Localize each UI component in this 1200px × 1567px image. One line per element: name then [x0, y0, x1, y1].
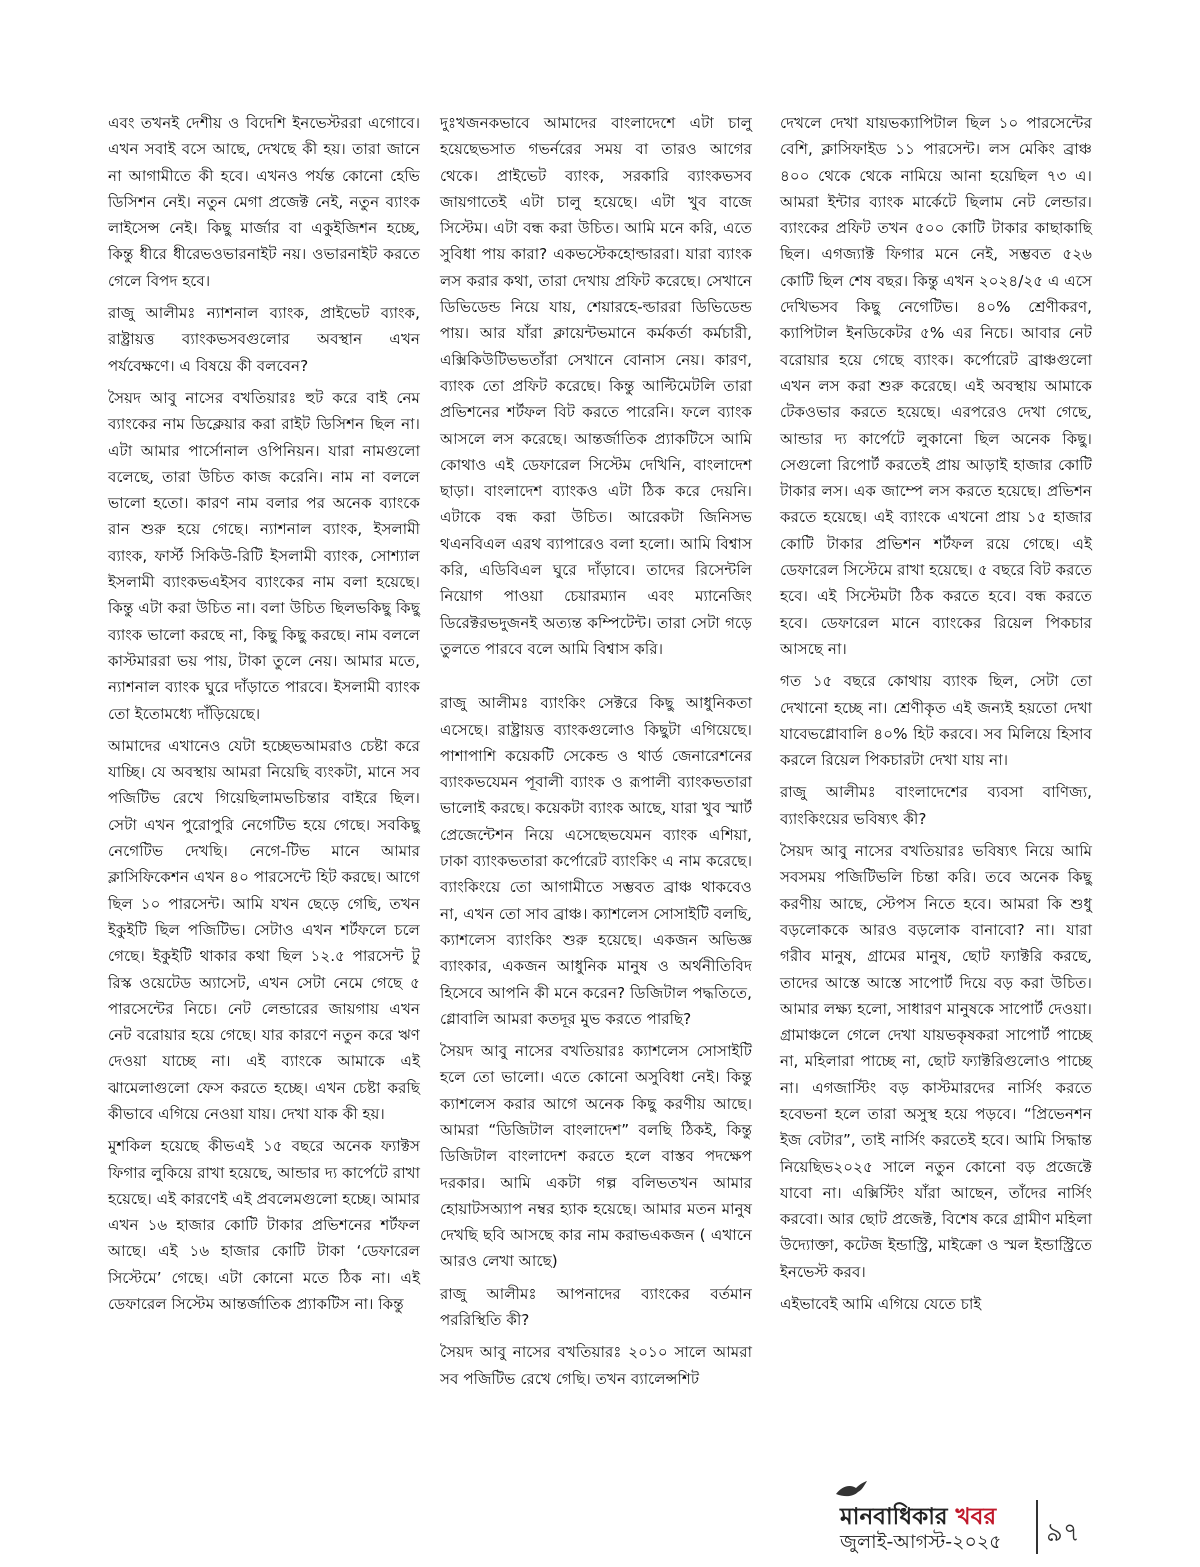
article-column-3 [780, 110, 1092, 1323]
issue-date: জুলাই-আগস্ট-২০২৫ [840, 1531, 1002, 1553]
paragraph: দুঃখজনকভাবে আমাদের বাংলাদেশে এটা চালু হয়েছেভসাত গভর্নরের সময় বা তারও আগের থেকে। প্রাইভেট ব্যাংক, সরকারি ব্যাংকভসব জায়গাতেই এটা চালু হয়েছে। এটা খুব বাজে সিস্টেম। এটা বন্ধ করা উচিত। আমি মনে করি, এতে সুবিধা পায় কারা? একভস্টেকহোল্ডাররা। যারা ব্যাংক লস করার কথা, তারা দেখায় প্রফিট করেছে। সেখানে ডিভিডেন্ড নিয়ে যায়, শেয়ারহে-ল্ডাররা ডিভিডেন্ড পায়। আর যাঁরা ক্লায়েন্টভমানে কর্মকর্তা কর্মচারী, এক্সিকিউটিভভতাঁরা সেখানে বোনাস নেয়। কারণ, ব্যাংক তো প্রফিট করেছে। কিন্তু আল্টিমেটলি তারা প্রভিশনের শর্টফল বিট করতে পারেনি। ফলে ব্যাংক আসলে লস করেছে। আন্তর্জাতিক প্র্যাকটিসে আমি কোথাও এই ডেফারেল সিস্টেম দেখিনি, বাংলাদেশ ছাড়া। বাংলাদেশ ব্যাংকও এটা ঠিক করে দেয়নি। এটাকে বন্ধ করা উচিত। আরেকটা জিনিসভ থএনবিএল এরথ ব্যাপারেও বলা হলো। আমি বিশ্বাস করি, এডিবিএল ঘুরে দাঁড়াবে। তাদের রিসেন্টলি নিয়োগ পাওয়া চেয়ারম্যান এবং ম্যানেজিং ডিরেক্টরভদুজনই অত্যন্ত কম্পিটেন্ট। তারা সেটা গড়ে তুলতে পারবে বলে আমি বিশ্বাস করি। [440, 114, 752, 658]
paragraph: গত ১৫ বছরে কোথায় ব্যাংক ছিল, সেটা তো দেখানো হচ্ছে না। শ্রেণীকৃত এই জন্যই হয়তো দেখা যাবেভগ্লোবালি ৪০% হিট করবে। সব মিলিয়ে হিসাব করলে রিয়েল পিকচারটা দেখা যায় না। [780, 672, 1092, 770]
footer-divider [1036, 1500, 1038, 1554]
paragraph: এবং তখনই দেশীয় ও বিদেশি ইনভেস্টররা এগোবে। এখন সবাই বসে আছে, দেখছে কী হয়। তারা জানে না আগামীতে কী হবে। এখনও পর্যন্ত কোনো হেভি ডিসিশন নেই। নতুন মেগা প্রজেক্ট নেই, নতুন ব্যাংক লাইসেন্স নেই। কিছু মার্জার বা একুইজিশন হচ্ছে, কিন্তু ধীরে ধীরেভওভারনাইট নয়। ওভারনাইট করতে গেলে বিপদ হবে। [108, 114, 420, 290]
paragraph: দেখলে দেখা যায়ভক্যাপিটাল ছিল ১০ পারসেন্টের বেশি, ক্লাসিফাইড ১১ পারসেন্ট। লস মেকিং ব্রাঞ্চ ৪০০ থেকে থেকে নামিয়ে আনা হয়েছিল ৭৩ এ। আমরা ইন্টার ব্যাংক মার্কেটে ছিলাম নেট লেন্ডার। ব্যাংকের প্রফিট তখন ৫০০ কোটি টাকার কাছাকাছি ছিল। এগজ্যাক্ট ফিগার মনে নেই, সম্ভবত ৫২৬ কোটি ছিল শেষ বছর। কিন্তু এখন ২০২৪/২৫ এ এসে দেখিভসব কিছু নেগেটিভ। ৪০% শ্রেণীকরণ, ক্যাপিটাল ইনডিকেটর ৫% এর নিচে। আবার নেট বরোয়ার হয়ে গেছে ব্যাংক। কর্পোরেট ব্রাঞ্চগুলো এখন লস করা শুরু করেছে। এই অবস্থায় আমাকে টেকওভার করতে হয়েছে। এরপরেও দেখা গেছে, আন্ডার দ্য কার্পেটে লুকানো ছিল অনেক কিছু। সেগুলো রিপোর্ট করতেই প্রায় আড়াই হাজার কোটি টাকার লস। এক জাম্পে লস করতে হয়েছে। প্রভিশন করতে হয়েছে। এই ব্যাংকে এখনো প্রায় ১৫ হাজার কোটি টাকার প্রভিশন শর্টফল রয়ে গেছে। এই ডেফারেল সিস্টেমে রাখা হয়েছে। ৫ বছরে বিট করতে হবে। এই সিস্টেমটা ঠিক করতে হবে। বন্ধ করতে হবে। ডেফারেল মানে ব্যাংকের রিয়েল পিকচার আসছে না। [780, 114, 1092, 658]
page-footer [840, 1498, 1140, 1558]
paragraph: সৈয়দ আবু নাসের বখতিয়ারঃ হুট করে বাই নেম ব্যাংকের নাম ডিক্লেয়ার করা রাইট ডিসিশন ছিল না। এটা আমার পার্সোনাল ওপিনিয়ন। যারা নামগুলো বলেছে, তারা উচিত কাজ করেনি। নাম না বললে ভালো হতো। কারণ নাম বলার পর অনেক ব্যাংকে রান শুরু হয়ে গেছে। ন্যাশনাল ব্যাংক, ইসলামী ব্যাংক, ফার্স্ট সিকিউ-রিটি ইসলামী ব্যাংক, সোশ্যাল ইসলামী ব্যাংকভএইসব ব্যাংকের নাম বলা হয়েছে। কিন্তু এটা করা উচিত না। বলা উচিত ছিলভকিছু কিছু ব্যাংক ভালো করছে না, কিছু কিছু করছে। নাম বললে কাস্টমাররা ভয় পায়, টাকা তুলে নেয়। আমার মতে, ন্যাশনাল ব্যাংক ঘুরে দাঁড়াতে পারবে। ইসলামী ব্যাংক তো ইতোমধ্যে দাঁড়িয়েছে। [108, 388, 420, 723]
paragraph: রাজু আলীমঃ বাংলাদেশের ব্যবসা বাণিজ্য, ব্যাংকিংয়ের ভবিষ্যৎ কী? [780, 783, 1092, 828]
paragraph: রাজু আলীমঃ আপনাদের ব্যাংকের বর্তমান পররিস্থিতি কী? [440, 1284, 752, 1330]
article-column-2 [440, 110, 752, 1398]
paragraph: সৈয়দ আবু নাসের বখতিয়ারঃ ভবিষ্যৎ নিয়ে আমি সবসময় পজিটিভলি চিন্তা করি। তবে অনেক কিছু করণীয় আছে, স্টেপস নিতে হবে। আমরা কি শুধু বড়লোককে আরও বড়লোক বানাবো? না। যারা গরীব মানুষ, গ্রামের মানুষ, ছোট ফ্যাক্টরি করছে, তাদের আস্তে আস্তে সাপোর্ট দিয়ে বড় করা উচিত। আমার লক্ষ্য হলো, সাধারণ মানুষকে সাপোর্ট দেওয়া। গ্রামাঞ্চলে গেলে দেখা যায়ভকৃষকরা সাপোর্ট পাচ্ছে না, মহিলারা পাচ্ছে না, ছোট ফ্যাক্টরিগুলোও পাচ্ছে না। এগজাস্টিং বড় কাস্টমারদের নার্সিং করতে হবেভনা হলে তারা অসুস্থ হয়ে পড়বে। “প্রিভেনশন ইজ বেটার”, তাই নার্সিং করতেই হবে। আমি সিদ্ধান্ত নিয়েছিভ২০২৫ সালে নতুন কোনো বড় প্রজেক্টে যাবো না। এক্সিস্টিং যাঁরা আছেন, তাঁদের নার্সিং করবো। আর ছোট প্রজেক্ট, বিশেষ করে গ্রামীণ মহিলা উদ্যোক্তা, কটেজ ইন্ডাস্ট্রি, মাইক্রো ও স্মল ইন্ডাস্ট্রিতে ইনভেস্ট করব। [780, 842, 1092, 1281]
paragraph: সৈয়দ আবু নাসের বখতিয়ারঃ ২০১০ সালে আমরা সব পজিটিভ রেখে গেছি। তখন ব্যালেন্সশিট [440, 1343, 752, 1388]
paragraph: এইভাবেই আমি এগিয়ে যেতে চাই [780, 1295, 982, 1314]
logo-text-accent: খবর [955, 1503, 997, 1530]
article-column-1 [108, 110, 420, 1323]
logo-text-main: মানবাধিকার [840, 1503, 948, 1530]
paragraph: রাজু আলীমঃ ব্যাংকিং সেক্টরে কিছু আধুনিকতা এসেছে। রাষ্ট্রায়ত্ত ব্যাংকগুলোও কিছুটা এগিয়েছে। পাশাপাশি কয়েকটি সেকেন্ড ও থার্ড জেনারেশনের ব্যাংকভযেমন পূবালী ব্যাংক ও রূপালী ব্যাংকভতারা ভালোই করছে। কয়েকটা ব্যাংক আছে, যারা খুব স্মার্ট প্রেজেন্টেশন নিয়ে এসেছেভযেমন ব্যাংক এশিয়া, ঢাকা ব্যাংকভতারা কর্পোরেট ব্যাংকিং এ নাম করেছে। ব্যাংকিংয়ে তো আগামীতে সম্ভবত ব্রাঞ্চ থাকবেও না, এখন তো সাব ব্রাঞ্চ। ক্যাশলেস সোসাইটি বলছি, ক্যাশলেস ব্যাংকিং শুরু হয়েছে। একজন অভিজ্ঞ ব্যাংকার, একজন আধুনিক মানুষ ও অর্থনীতিবিদ হিসেবে আপনি কী মনে করেন? ডিজিটাল পদ্ধতিতে, গ্লোবালি আমরা কতদূর মুভ করতে পারছি? [440, 694, 752, 1028]
dove-icon [834, 1480, 868, 1502]
paragraph: আমাদের এখানেও যেটা হচ্ছেভআমরাও চেষ্টা করে যাচ্ছি। যে অবস্থায় আমরা নিয়েছি ব্যংকটা, মানে সব পজিটিভ রেখে গিয়েছিলামভচিন্তার বাইরে ছিল। সেটা এখন পুরোপুরি নেগেটিভ হয়ে গেছে। সবকিছু নেগেটিভ দেখছি। নেগে-টিভ মানে আমার ক্লাসিফিকেশন এখন ৪০ পারসেন্টে হিট করছে। আগে ছিল ১০ পারসেন্ট। আমি যখন ছেড়ে গেছি, তখন ইকুইটি ছিল পজিটিভ। সেটাও এখন শর্টফলে চলে গেছে। ইকুইটি থাকার কথা ছিল ১২.৫ পারসেন্ট টু রিস্ক ওয়েটেড অ্যাসেট, এখন সেটা নেমে গেছে ৫ পারসেন্টের নিচে। নেট লেন্ডারের জায়গায় এখন নেট বরোয়ার হয়ে গেছে। যার কারণে নতুন করে ঋণ দেওয়া যাচ্ছে না। এই ব্যাংকে আমাকে এই ঝামেলাগুলো ফেস করতে হচ্ছে। এখন চেষ্টা করছি কীভাবে এগিয়ে নেওয়া যায়। দেখা যাক কী হয়। [108, 736, 420, 1123]
page-number: ৯৭ [1046, 1518, 1080, 1548]
paragraph: রাজু আলীমঃ ন্যাশনাল ব্যাংক, প্রাইভেট ব্যাংক, রাষ্ট্রায়ত্ত ব্যাংকভসবগুলোর অবস্থান এখন পর্যবেক্ষণে। এ বিষয়ে কী বলবেন? [108, 304, 420, 375]
paragraph: মুশকিল হয়েছে কীভএই ১৫ বছরে অনেক ফ্যাক্টস ফিগার লুকিয়ে রাখা হয়েছে, আন্ডার দ্য কার্পেটে রাখা হয়েছে। এই কারণেই এই প্রবলেমগুলো হচ্ছে। আমার এখন ১৬ হাজার কোটি টাকার প্রভিশনের শর্টফল আছে। এই ১৬ হাজার কোটি টাকা ‘ডেফারেল সিস্টেমে’ গেছে। এটা কোনো মতে ঠিক না। এই ডেফারেল সিস্টেম আন্তর্জাতিক প্র্যাকটিস না। কিন্তু [108, 1137, 420, 1314]
paragraph: সৈয়দ আবু নাসের বখতিয়ারঃ ক্যাশলেস সোসাইটি হলে তো ভালো। এতে কোনো অসুবিধা নেই। কিন্তু ক্যাশলেস করার আগে অনেক কিছু করণীয় আছে। আমরা “ডিজিটাল বাংলাদেশ” বলছি ঠিকই, কিন্তু ডিজিটাল বাংলাদেশ করতে হলে বাস্তব পদক্ষেপ দরকার। আমি একটা গল্প বলিভতখন আমার হোয়াটসঅ্যাপ নম্বর হ্যাক হয়েছে। আমার মতন মানুষ দেখছি ছবি আসছে কার নাম করাভএকজন ( এখানে আরও লেখা আছে) [440, 1042, 752, 1271]
section-gap [440, 668, 752, 690]
